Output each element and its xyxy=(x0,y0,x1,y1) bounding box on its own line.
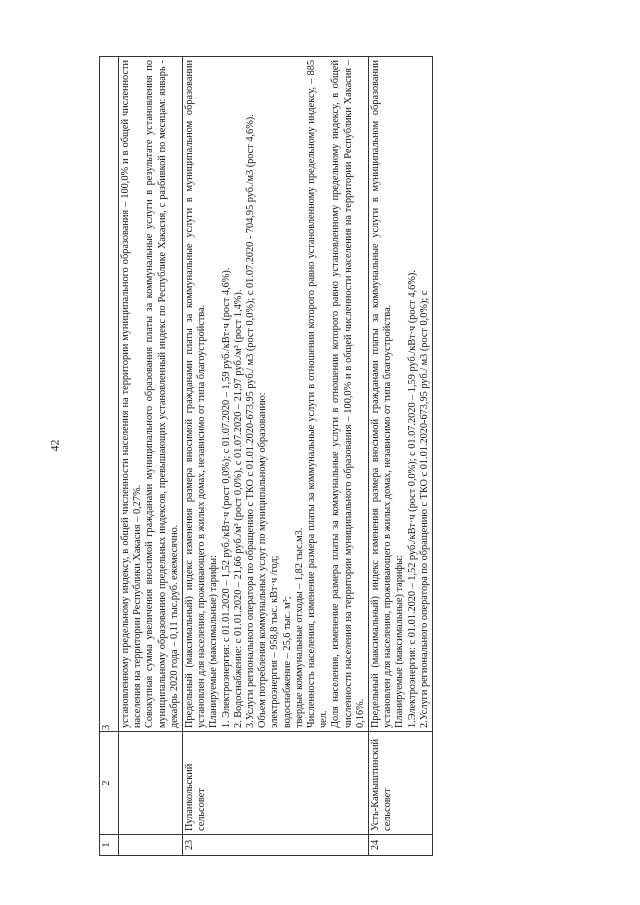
description-line: 1.Электроэнергия: с 01.01.2020 – 1,52 руб./кВт·ч (рост 0,0%); с 01.07.2020 – 1,59 руб./кВт·ч (рост 4,6%). xyxy=(406,270,418,728)
description-line: 2. Водоснабжение: с 01.01.2020 – 21,66 руб./м³ (рост 0,0%), с 01.07.2020 – 21,97 руб./м³ (рост 1,4%). xyxy=(232,289,244,728)
table-row xyxy=(369,57,433,856)
rotated-document-sheet xyxy=(99,56,559,856)
description-line: твердые коммунальные отходы – 1,82 тыс.м3. xyxy=(293,527,305,728)
municipality-name: Пуланкольский сельсовет xyxy=(183,732,369,835)
description-cell xyxy=(119,57,183,732)
description-line: 2.Услуги регионального оператора по обращению с ТКО с 01.01.2020-673,95 руб./ м3 (рост 0,0%); с xyxy=(418,290,430,728)
municipality-name xyxy=(119,732,183,835)
description-line: Доля населения, изменение размера платы за коммунальные услуги в отношении которого равно установленному предельному индексу, в общей численности населения на территории муниципального образования – 100,0% и в общей численности населения на территории Республики Хакасия –0,16%. xyxy=(330,60,366,728)
description-line: электроэнергия – 958,8 тыс. кВт·ч /год; xyxy=(269,555,281,728)
description-line: 1. Электроэнергия: с 01.01.2020 – 1,52 руб./кВт·ч (рост 0,0%); с 01.07.2020 – 1,59 руб./кВт·ч (рост 4,6%). xyxy=(220,267,232,728)
municipality-name: Усть-Камыштинский сельсовет xyxy=(369,732,433,835)
row-number xyxy=(119,835,183,856)
row-number: 24 xyxy=(369,835,433,856)
description-line: Планируемые (максимальные) тарифы: xyxy=(208,555,220,728)
column-header-2: 2 xyxy=(100,732,119,835)
tariff-table xyxy=(99,56,433,856)
description-line: Численность населения, изменение размера платы за коммунальные услуги в отношении которого равно установленному предельному индексу, – 885 чел. xyxy=(306,60,330,728)
header-row xyxy=(100,57,119,856)
description-line: Предельный (максимальный) индекс изменения размера вносимой гражданами платы за коммунальные услуги в муниципальном образовании установлен для населения, проживающего в жилых домах, независимо от типа благоустройства. xyxy=(184,60,208,728)
description-line: Совокупная сумма увеличения вносимой гражданами муниципального образования платы за коммунальные услуги в результате установления по муниципальному образованию предельных индексов, превышающих установленный индекс по Республике Хакасия, с разбивкой по месяцам: январь - декабрь 2020 года – 0,11 тыс.руб. ежемесячно. xyxy=(144,60,180,728)
table-body xyxy=(119,57,433,856)
description-line: Планируемые (максимальные) тарифы: xyxy=(394,555,406,728)
description-line: установленному предельному индексу, в общей численности населения на территории муниципального образования – 100,0% и в общей численности населения на территории Республики Хакасия – 0,27%. xyxy=(120,60,144,728)
table-row xyxy=(183,57,369,856)
page-number: 42 xyxy=(47,439,62,452)
row-number: 23 xyxy=(183,835,369,856)
table-row xyxy=(119,57,183,856)
description-line: Объем потребления коммунальных услуг по муниципальному образованию: xyxy=(257,392,269,728)
description-line: Предельный (максимальный) индекс изменения размера вносимой гражданами платы за коммунальные услуги в муниципальном образовании установлен для населения, проживающего в жилых домах, независимо от типа благоустройства. xyxy=(370,60,394,728)
column-header-3: 3 xyxy=(100,57,119,732)
description-cell xyxy=(369,57,433,732)
description-cell xyxy=(183,57,369,732)
description-line: 3.Услуги регионального оператора по обращению с ТКО с 01.01.2020-673,95 руб./ м3 (рост 0,0%); с 01.07.2020 - 704,95 руб./м3 (рост 4,6%). xyxy=(245,114,257,728)
column-header-1: 1 xyxy=(100,835,119,856)
description-line: водоснабжение – 25,6 тыс. м³; xyxy=(281,596,293,728)
